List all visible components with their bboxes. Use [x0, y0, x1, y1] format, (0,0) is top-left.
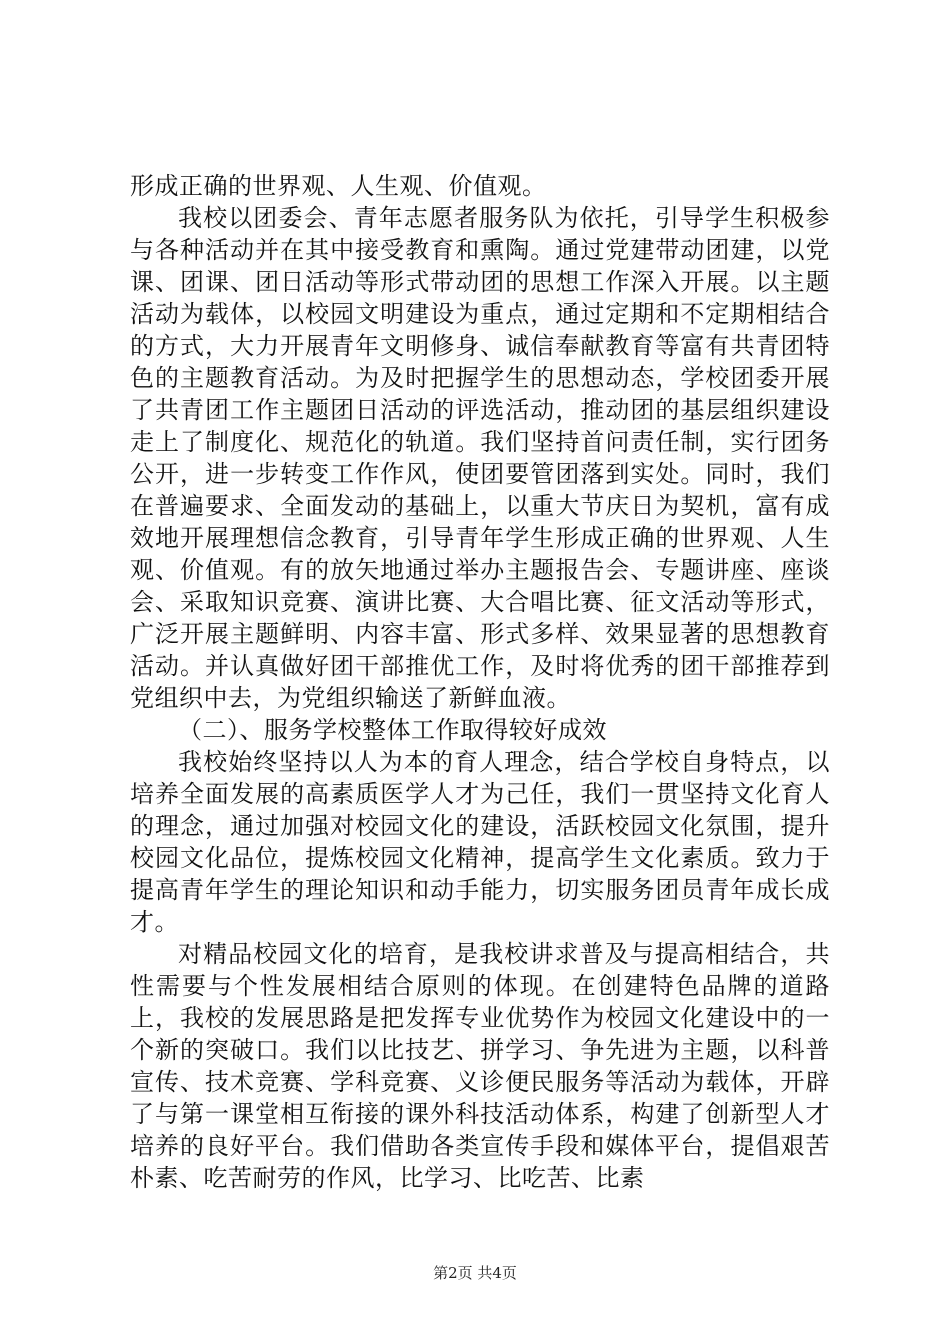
document-body — [130, 170, 830, 1194]
page-footer: 第2页 共4页 — [433, 1264, 517, 1282]
paragraph-1: 形成正确的世界观、人生观、价值观。 — [130, 172, 547, 200]
paragraph-4: 对精品校园文化的培育，是我校讲求普及与提高相结合，共性需要与个性发展相结合原则的体现。在创建特色品牌的道路上，我校的发展思路是把发挥专业优势作为校园文化建设中的一个新的突破口。我们以比技艺、拼学习、争先进为主题，以科普宣传、技术竞赛、学科竞赛、义诊便民服务等活动为载体，开辟了与第一课堂相互衔接的课外科技活动体系，构建了创新型人才培养的良好平台。我们借助各类宣传手段和媒体平台，提倡艰苦朴素、吃苦耐劳的作风，比学习、比吃苦、比素 — [130, 940, 830, 1192]
paragraph-2: 我校以团委会、青年志愿者服务队为依托，引导学生积极参与各种活动并在其中接受教育和熏陶。通过党建带动团建，以党课、团课、团日活动等形式带动团的思想工作深入开展。以主题活动为载体，以校园文明建设为重点，通过定期和不定期相结合的方式，大力开展青年文明修身、诚信奉献教育等富有共青团特色的主题教育活动。为及时把握学生的思想动态，学校团委开展了共青团工作主题团日活动的评选活动，推动团的基层组织建设走上了制度化、规范化的轨道。我们坚持首问责任制，实行团务公开，进一步转变工作作风，使团要管团落到实处。同时，我们在普遍要求、全面发动的基础上，以重大节庆日为契机，富有成效地开展理想信念教育，引导青年学生形成正确的世界观、人生观、价值观。有的放矢地通过举办主题报告会、专题讲座、座谈会、采取知识竞赛、演讲比赛、大合唱比赛、征文活动等形式，广泛开展主题鲜明、内容丰富、形式多样、效果显著的思想教育活动。并认真做好团干部推优工作，及时将优秀的团干部推荐到党组织中去，为党组织输送了新鲜血液。 — [130, 204, 830, 712]
section-heading: （二）、服务学校整体工作取得较好成效 — [178, 716, 607, 744]
paragraph-3: 我校始终坚持以人为本的育人理念，结合学校自身特点，以培养全面发展的高素质医学人才为己任，我们一贯坚持文化育人的理念，通过加强对校园文化的建设，活跃校园文化氛围，提升校园文化品位，提炼校园文化精神，提高学生文化素质。致力于提高青年学生的理论知识和动手能力，切实服务团员青年成长成才。 — [130, 748, 830, 936]
